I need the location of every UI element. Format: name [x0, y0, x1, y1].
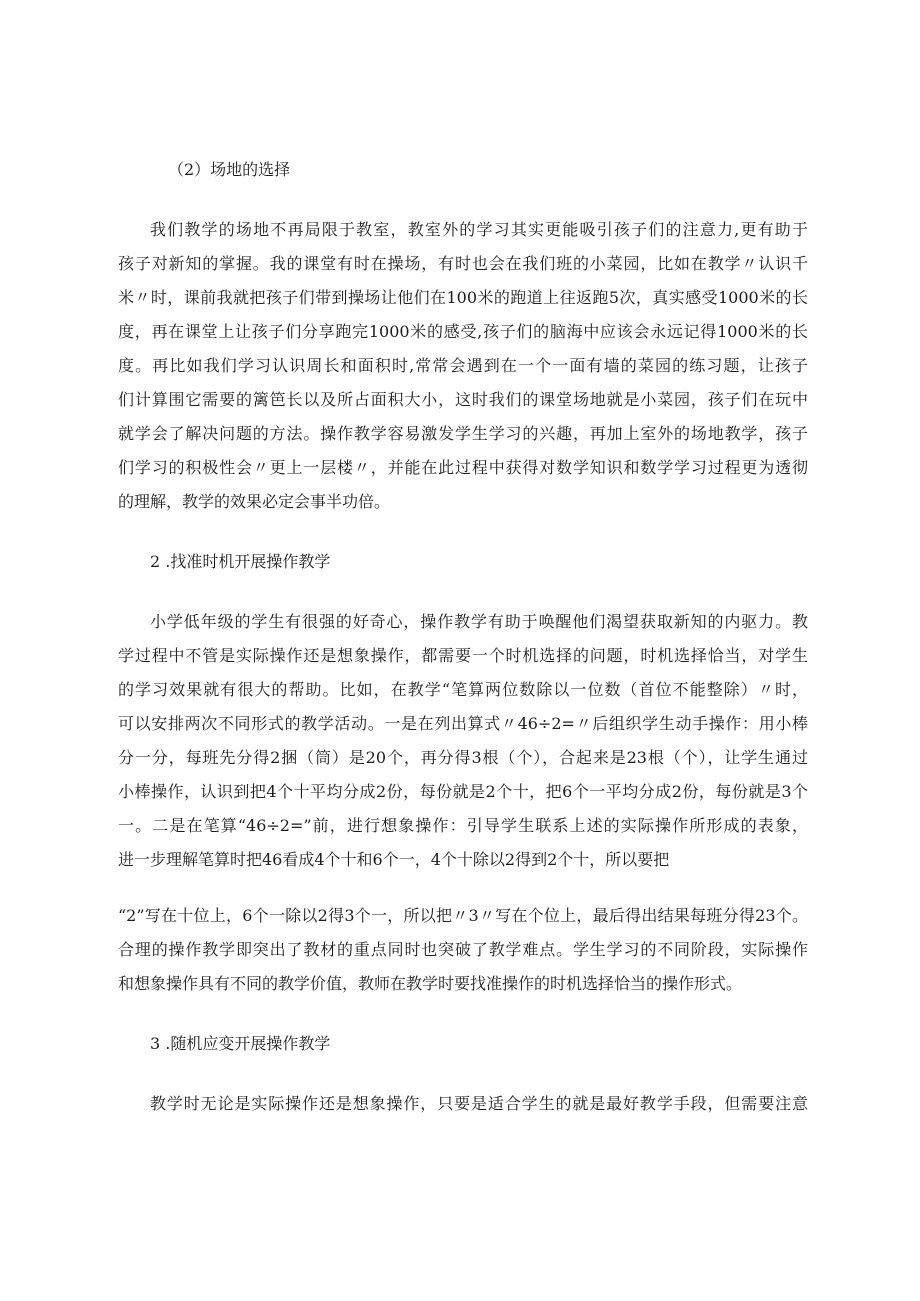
paragraph-line: 孩子对新知的掌握。我的课堂有时在操场，有时也会在我们班的小菜园，比如在教学〃认识千 — [118, 254, 808, 273]
paragraph-line: 我们教学的场地不再局限于教室，教室外的学习其实更能吸引孩子们的注意力,更有助于 — [150, 220, 808, 239]
paragraph-line: “2”写在十位上，6个一除以2得3个一，所以把〃3〃写在个位上，最后得出结果每班分得23个。 — [118, 906, 808, 925]
section-heading-adapt: 3 .随机应变开展操作教学 — [150, 1034, 331, 1053]
paragraph-line: 合理的操作教学即突出了教材的重点同时也突破了教学难点。学生学习的不同阶段，实际操作 — [118, 940, 808, 959]
paragraph-line: 的学习效果就有很大的帮助。比如，在教学“笔算两位数除以一位数（首位不能整除）〃时， — [118, 680, 808, 699]
section-heading-timing: 2 .找准时机开展操作教学 — [150, 552, 331, 571]
paragraph-line: 一。二是在笔算“46÷2=”前，进行想象操作：引导学生联系上述的实际操作所形成的表象， — [118, 816, 808, 835]
paragraph-line: 分一分，每班先分得2捆（筒）是20个，再分得3根（个），合起来是23根（个），让学生通过 — [118, 748, 808, 767]
paragraph-line: 度。再比如我们学习认识周长和面积时,常常会遇到在一个一面有墙的菜园的练习题，让孩子 — [118, 356, 808, 375]
paragraph-line: 度，再在课堂上让孩子们分享跑完1000米的感受,孩子们的脑海中应该会永远记得1000米的长 — [118, 322, 808, 341]
paragraph-line: 们计算围它需要的篱笆长以及所占面积大小，这时我们的课堂场地就是小菜园，孩子们在玩中 — [118, 390, 808, 409]
paragraph-line: 们学习的积极性会〃更上一层楼〃，并能在此过程中获得对数学知识和数学学习过程更为透彻 — [118, 458, 808, 477]
paragraph-line: 进一步理解笔算时把46看成4个十和6个一，4个十除以2得到2个十，所以要把 — [118, 850, 670, 869]
section-heading-site-selection: （2）场地的选择 — [168, 160, 291, 179]
paragraph-line: 就学会了解决问题的方法。操作教学容易激发学生学习的兴趣，再加上室外的场地教学，孩子 — [118, 424, 808, 443]
paragraph-line: 教学时无论是实际操作还是想象操作，只要是适合学生的就是最好教学手段，但需要注意 — [150, 1094, 808, 1113]
paragraph-line: 的理解，教学的效果必定会事半功倍。 — [118, 492, 391, 511]
paragraph-line: 小棒操作，认识到把4个十平均分成2份，每份就是2个十，把6个一平均分成2份，每份就是3个 — [118, 782, 808, 801]
paragraph-line: 小学低年级的学生有很强的好奇心，操作教学有助于唤醒他们渴望获取新知的内驱力。教 — [150, 612, 808, 631]
paragraph-line: 学过程中不管是实际操作还是想象操作，都需要一个时机选择的问题，时机选择恰当，对学生 — [118, 646, 808, 665]
paragraph-line: 米〃时，课前我就把孩子们带到操场让他们在100米的跑道上往返跑5次，真实感受1000米的长 — [118, 288, 808, 307]
paragraph-line: 可以安排两次不同形式的教学活动。一是在列出算式〃46÷2=〃后组织学生动手操作：用小棒 — [118, 714, 808, 733]
paragraph-line: 和想象操作具有不同的教学价值，教师在教学时要找准操作的时机选择恰当的操作形式。 — [118, 974, 743, 993]
